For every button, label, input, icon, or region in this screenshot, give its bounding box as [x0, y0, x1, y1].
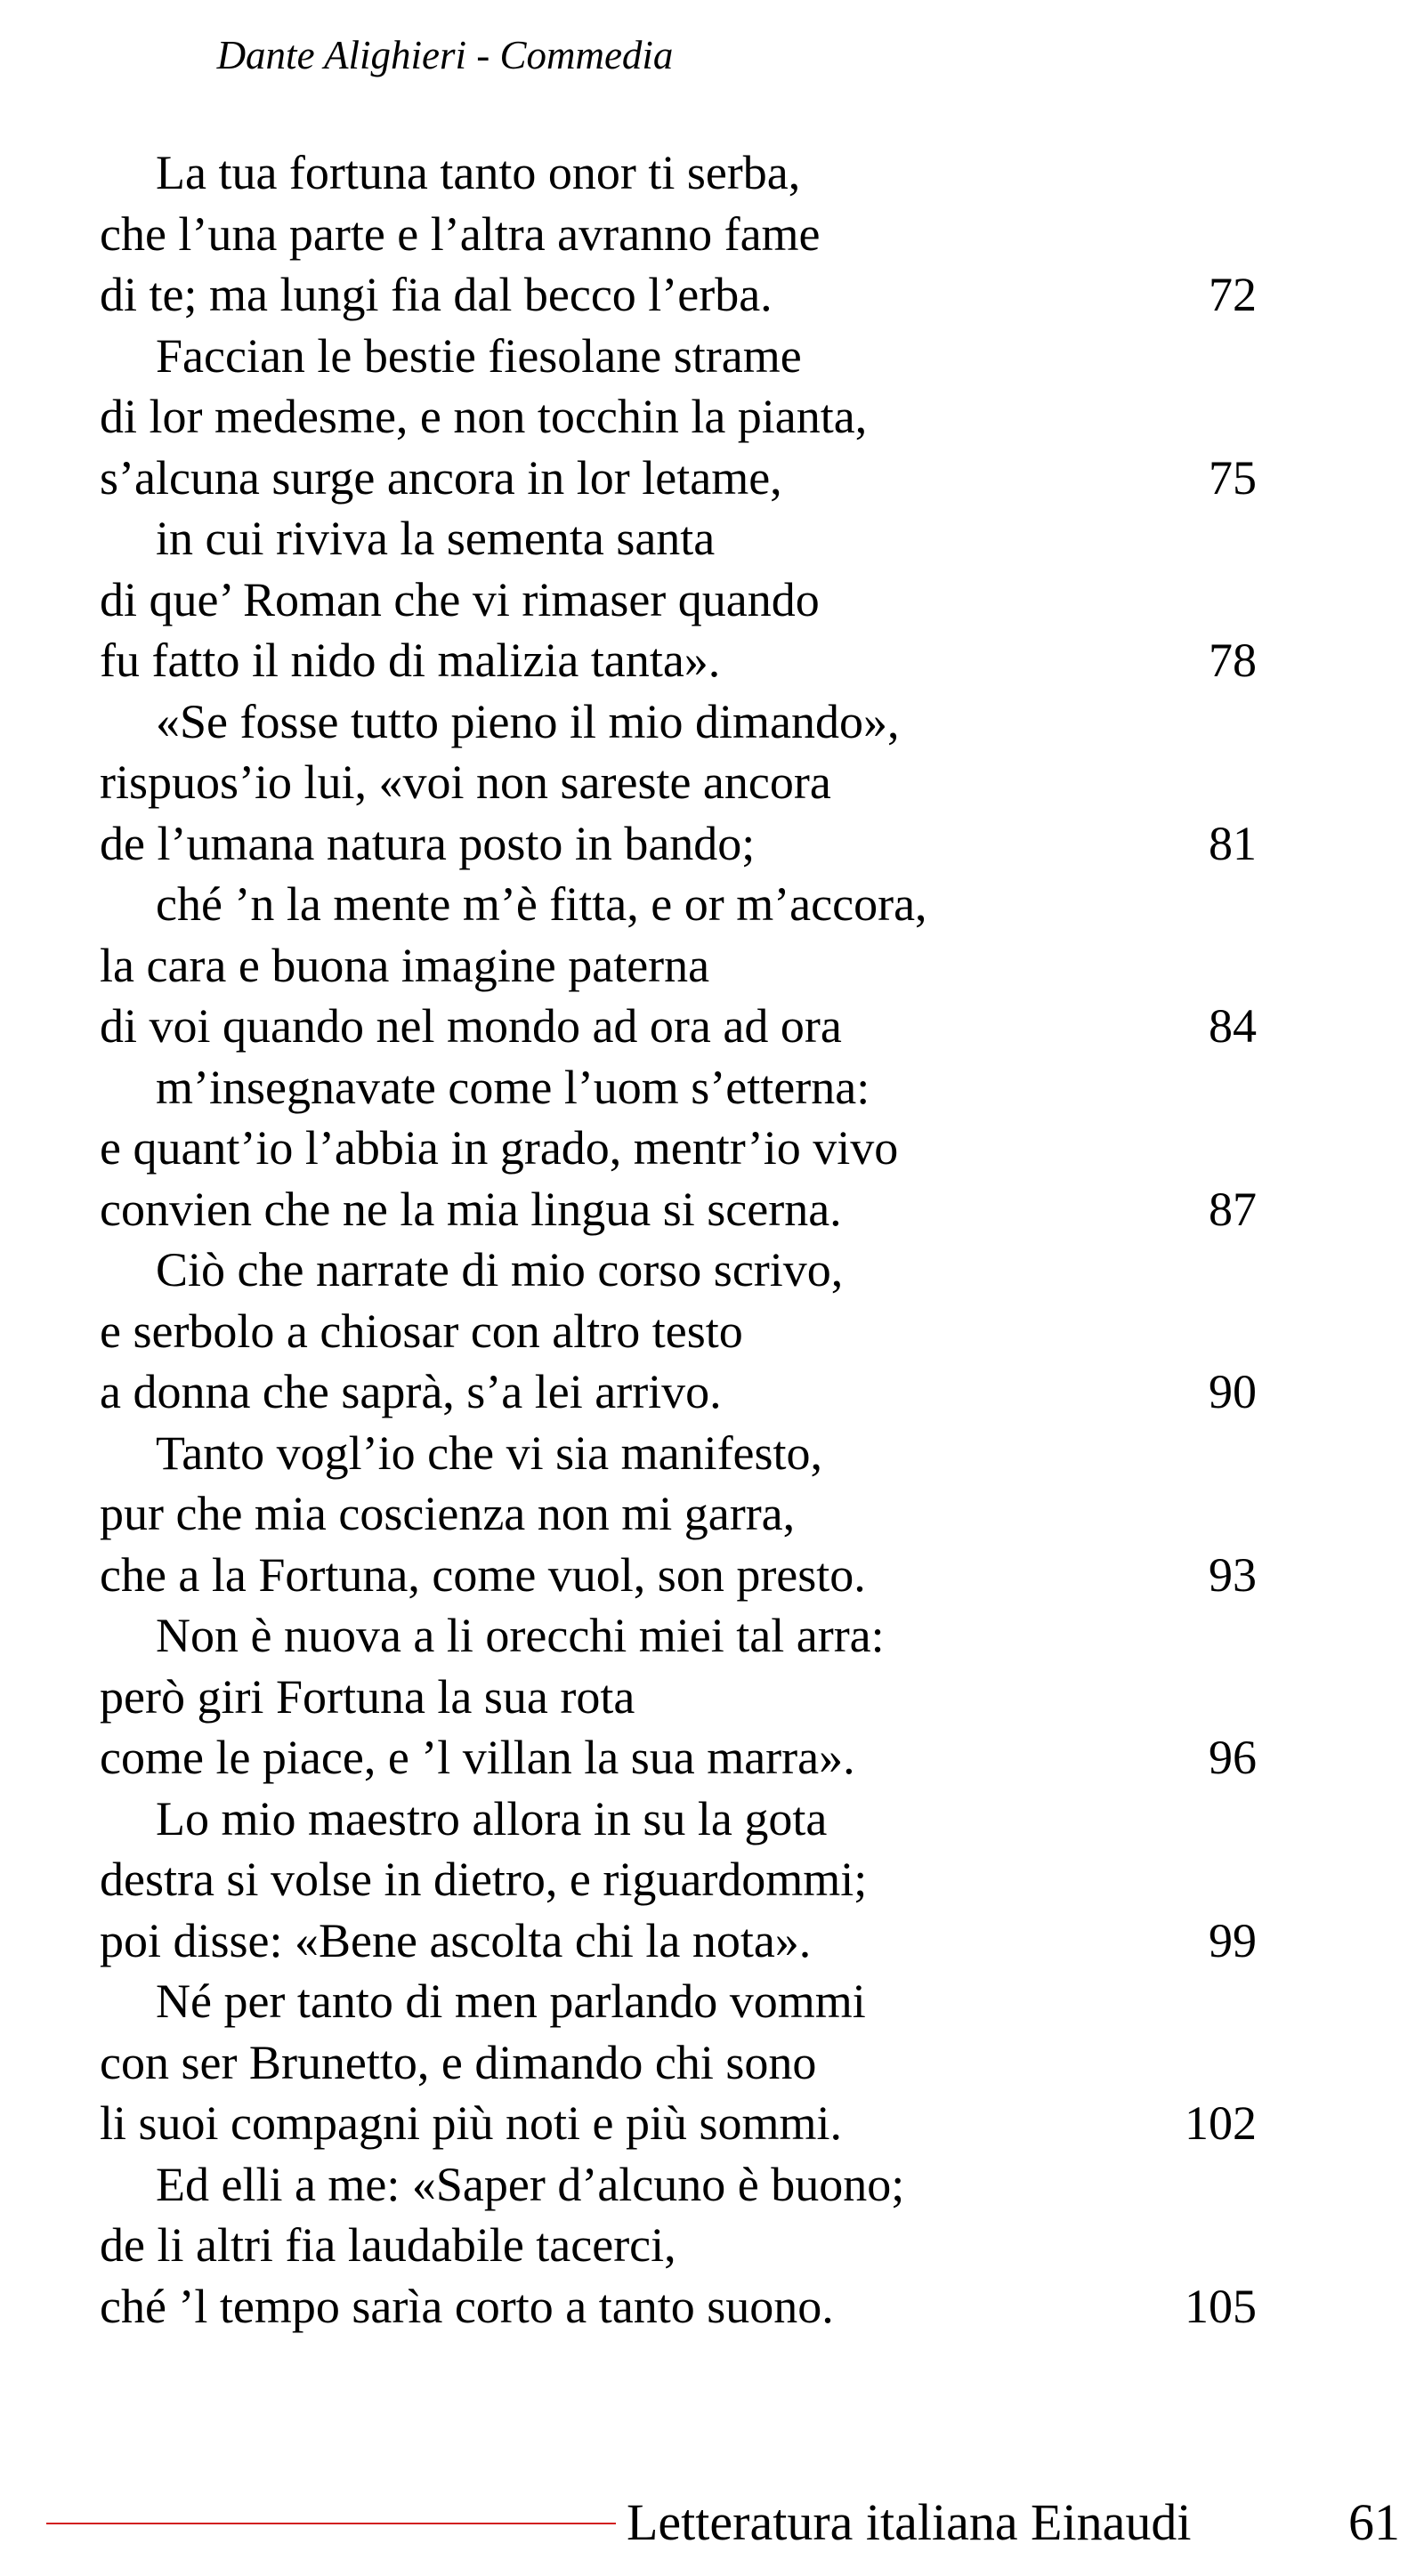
- verse-line: [100, 691, 1257, 753]
- line-number: 96: [1209, 1731, 1257, 1784]
- verse-line: [100, 1423, 1257, 1484]
- verse-line: [100, 1301, 1257, 1362]
- verse-line: [100, 326, 1257, 387]
- verse-text: Ciò che narrate di mio corso scrivo,: [156, 1243, 844, 1296]
- verse-text: convien che ne la mia lingua si scerna.: [100, 1182, 842, 1236]
- footer-rule: [46, 2523, 616, 2524]
- verse-text: di que’ Roman che vi rimaser quando: [100, 572, 820, 626]
- verse-text: ché ’l tempo sarìa corto a tanto suono.: [100, 2279, 834, 2333]
- verse-text: Lo mio maestro allora in su la gota: [156, 1791, 828, 1845]
- verse-line: [100, 204, 1257, 265]
- verse-line: [100, 1971, 1257, 2032]
- verse-line: [100, 1179, 1257, 1240]
- verse-line: [100, 813, 1257, 875]
- verse-line: [100, 1667, 1257, 1728]
- line-number: 90: [1209, 1365, 1257, 1418]
- verse-text: m’insegnavate come l’uom s’etterna:: [156, 1060, 870, 1114]
- verse-line: [100, 1057, 1257, 1118]
- verse-text: s’alcuna surge ancora in lor letame,: [100, 450, 782, 505]
- verse-line: [100, 2276, 1257, 2338]
- verse-line: [100, 448, 1257, 509]
- line-number: 72: [1209, 268, 1257, 321]
- verse-line: [100, 1118, 1257, 1179]
- verse-line: [100, 874, 1257, 935]
- verse-line: [100, 1545, 1257, 1606]
- verse-line: [100, 1240, 1257, 1301]
- verse-text: poi disse: «Bene ascolta chi la nota».: [100, 1913, 812, 1967]
- line-number: 87: [1209, 1182, 1257, 1236]
- verse-text: de li altri fia laudabile tacerci,: [100, 2218, 676, 2272]
- line-number: 105: [1185, 2279, 1257, 2333]
- verse-text: di voi quando nel mondo ad ora ad ora: [100, 999, 842, 1053]
- verse-text: Ed elli a me: «Saper d’alcuno è buono;: [156, 2157, 905, 2211]
- verse-line: [100, 1727, 1257, 1789]
- verse-block: [100, 142, 1257, 2337]
- verse-text: la cara e buona imagine paterna: [100, 938, 710, 992]
- line-number: 102: [1185, 2096, 1257, 2150]
- verse-line: [100, 935, 1257, 997]
- verse-text: Non è nuova a li orecchi miei tal arra:: [156, 1609, 885, 1662]
- verse-text: de l’umana natura posto in bando;: [100, 816, 756, 870]
- verse-line: [100, 1361, 1257, 1423]
- verse-text: «Se fosse tutto pieno il mio dimando»,: [156, 694, 900, 748]
- line-number: 84: [1209, 999, 1257, 1053]
- line-number: 99: [1209, 1913, 1257, 1967]
- verse-text: e serbolo a chiosar con altro testo: [100, 1304, 743, 1358]
- verse-line: [100, 996, 1257, 1057]
- verse-text: che a la Fortuna, come vuol, son presto.: [100, 1547, 866, 1602]
- verse-text: in cui riviva la sementa santa: [156, 512, 716, 565]
- verse-line: [100, 569, 1257, 631]
- publisher-label: Letteratura italiana Einaudi: [627, 2493, 1192, 2551]
- verse-line: [100, 1483, 1257, 1545]
- verse-line: [100, 630, 1257, 691]
- verse-line: [100, 2154, 1257, 2216]
- verse-text: con ser Brunetto, e dimando chi sono: [100, 2035, 817, 2089]
- verse-text: che l’una parte e l’altra avranno fame: [100, 206, 821, 261]
- verse-line: [100, 1789, 1257, 1850]
- verse-line: [100, 386, 1257, 448]
- line-number: 75: [1209, 450, 1257, 505]
- verse-text: Tanto vogl’io che vi sia manifesto,: [156, 1425, 823, 1480]
- verse-line: [100, 2215, 1257, 2276]
- verse-line: [100, 752, 1257, 813]
- verse-line: [100, 1849, 1257, 1910]
- verse-text: fu fatto il nido di malizia tanta».: [100, 634, 721, 687]
- running-title: Dante Alighieri - Commedia: [216, 33, 674, 77]
- page-footer: [0, 2487, 1424, 2558]
- verse-text: Né per tanto di men parlando vommi: [156, 1974, 866, 2028]
- verse-line: [100, 1910, 1257, 1972]
- verse-line: [100, 264, 1257, 326]
- verse-text: a donna che saprà, s’a lei arrivo.: [100, 1365, 722, 1418]
- line-number: 78: [1209, 634, 1257, 687]
- verse-text: però giri Fortuna la sua rota: [100, 1669, 635, 1724]
- verse-line: [100, 508, 1257, 569]
- verse-text: rispuos’io lui, «voi non sareste ancora: [100, 755, 831, 809]
- line-number: 93: [1209, 1547, 1257, 1602]
- verse-line: [100, 2032, 1257, 2094]
- verse-line: [100, 142, 1257, 204]
- verse-line: [100, 1605, 1257, 1667]
- verse-text: La tua fortuna tanto onor ti serba,: [156, 146, 801, 199]
- verse-text: di te; ma lungi fia dal becco l’erba.: [100, 268, 773, 321]
- verse-text: di lor medesme, e non tocchin la pianta,: [100, 390, 868, 443]
- verse-text: e quant’io l’abbia in grado, mentr’io vivo: [100, 1121, 899, 1175]
- verse-text: destra si volse in dietro, e riguardommi;: [100, 1853, 868, 1906]
- verse-text: ché ’n la mente m’è fitta, e or m’accora,: [156, 877, 927, 931]
- line-number: 81: [1209, 816, 1257, 870]
- verse-text: pur che mia coscienza non mi garra,: [100, 1487, 796, 1540]
- verse-text: come le piace, e ’l villan la sua marra».: [100, 1731, 855, 1784]
- verse-text: li suoi compagni più noti e più sommi.: [100, 2096, 842, 2150]
- verse-text: Faccian le bestie fiesolane strame: [156, 328, 802, 383]
- page-number: 61: [1348, 2493, 1400, 2551]
- verse-line: [100, 2093, 1257, 2154]
